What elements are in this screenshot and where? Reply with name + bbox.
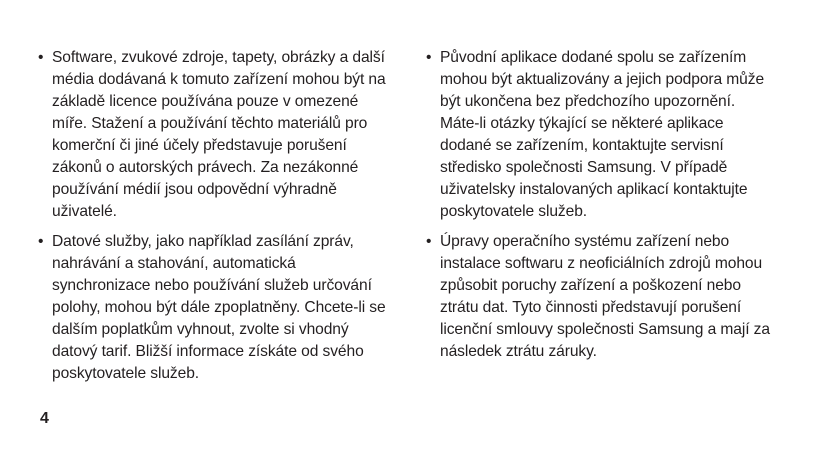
bullet-icon: • <box>426 233 432 250</box>
bullet-list-right <box>420 47 775 363</box>
bullet-icon: • <box>426 49 432 66</box>
list-item-text: Software, zvukové zdroje, tapety, obrázky a další média dodávaná k tomuto zařízení mohou být na základě licence používána pouze v omezené míře. Stažení a používání těchto materiálů pro komerční či jiné účely představuje porušení zákonů o autorských právech. Za nezákonné používání médií jsou odpovědní výhradně uživatelé. <box>52 49 386 220</box>
bullet-list-left <box>32 47 387 385</box>
list-item <box>420 231 775 363</box>
list-item-text: Datové služby, jako například zasílání zpráv, nahrávání a stahování, automatická synchronizace nebo používání služeb určování polohy, mohou být dále zpoplatněny. Chcete-li se dalším poplatkům vyhnout, zvolte si vhodný datový tarif. Bližší informace získáte od svého poskytovatele služeb. <box>52 233 386 382</box>
list-item-text: Úpravy operačního systému zařízení nebo instalace softwaru z neoficiálních zdrojů mohou způsobit poruchy zařízení a poškození nebo ztrátu dat. Tyto činnosti představují porušení licenční smlouvy společnosti Samsung a mají za následek ztrátu záruky. <box>440 233 770 360</box>
list-item <box>32 47 387 223</box>
right-column <box>420 47 775 371</box>
list-item <box>420 47 775 223</box>
bullet-icon: • <box>38 233 44 250</box>
left-column <box>32 47 387 393</box>
list-item <box>32 231 387 385</box>
list-item-text: Původní aplikace dodané spolu se zařízením mohou být aktualizovány a jejich podpora může být ukončena bez předchozího upozornění. Máte-li otázky týkající se některé aplikace dodané se zařízením, kontaktujte servisní středisko společnosti Samsung. V případě uživatelsky instalovaných aplikací kontaktujte poskytovatele služeb. <box>440 49 765 220</box>
bullet-icon: • <box>38 49 44 66</box>
page-number: 4 <box>40 410 49 427</box>
